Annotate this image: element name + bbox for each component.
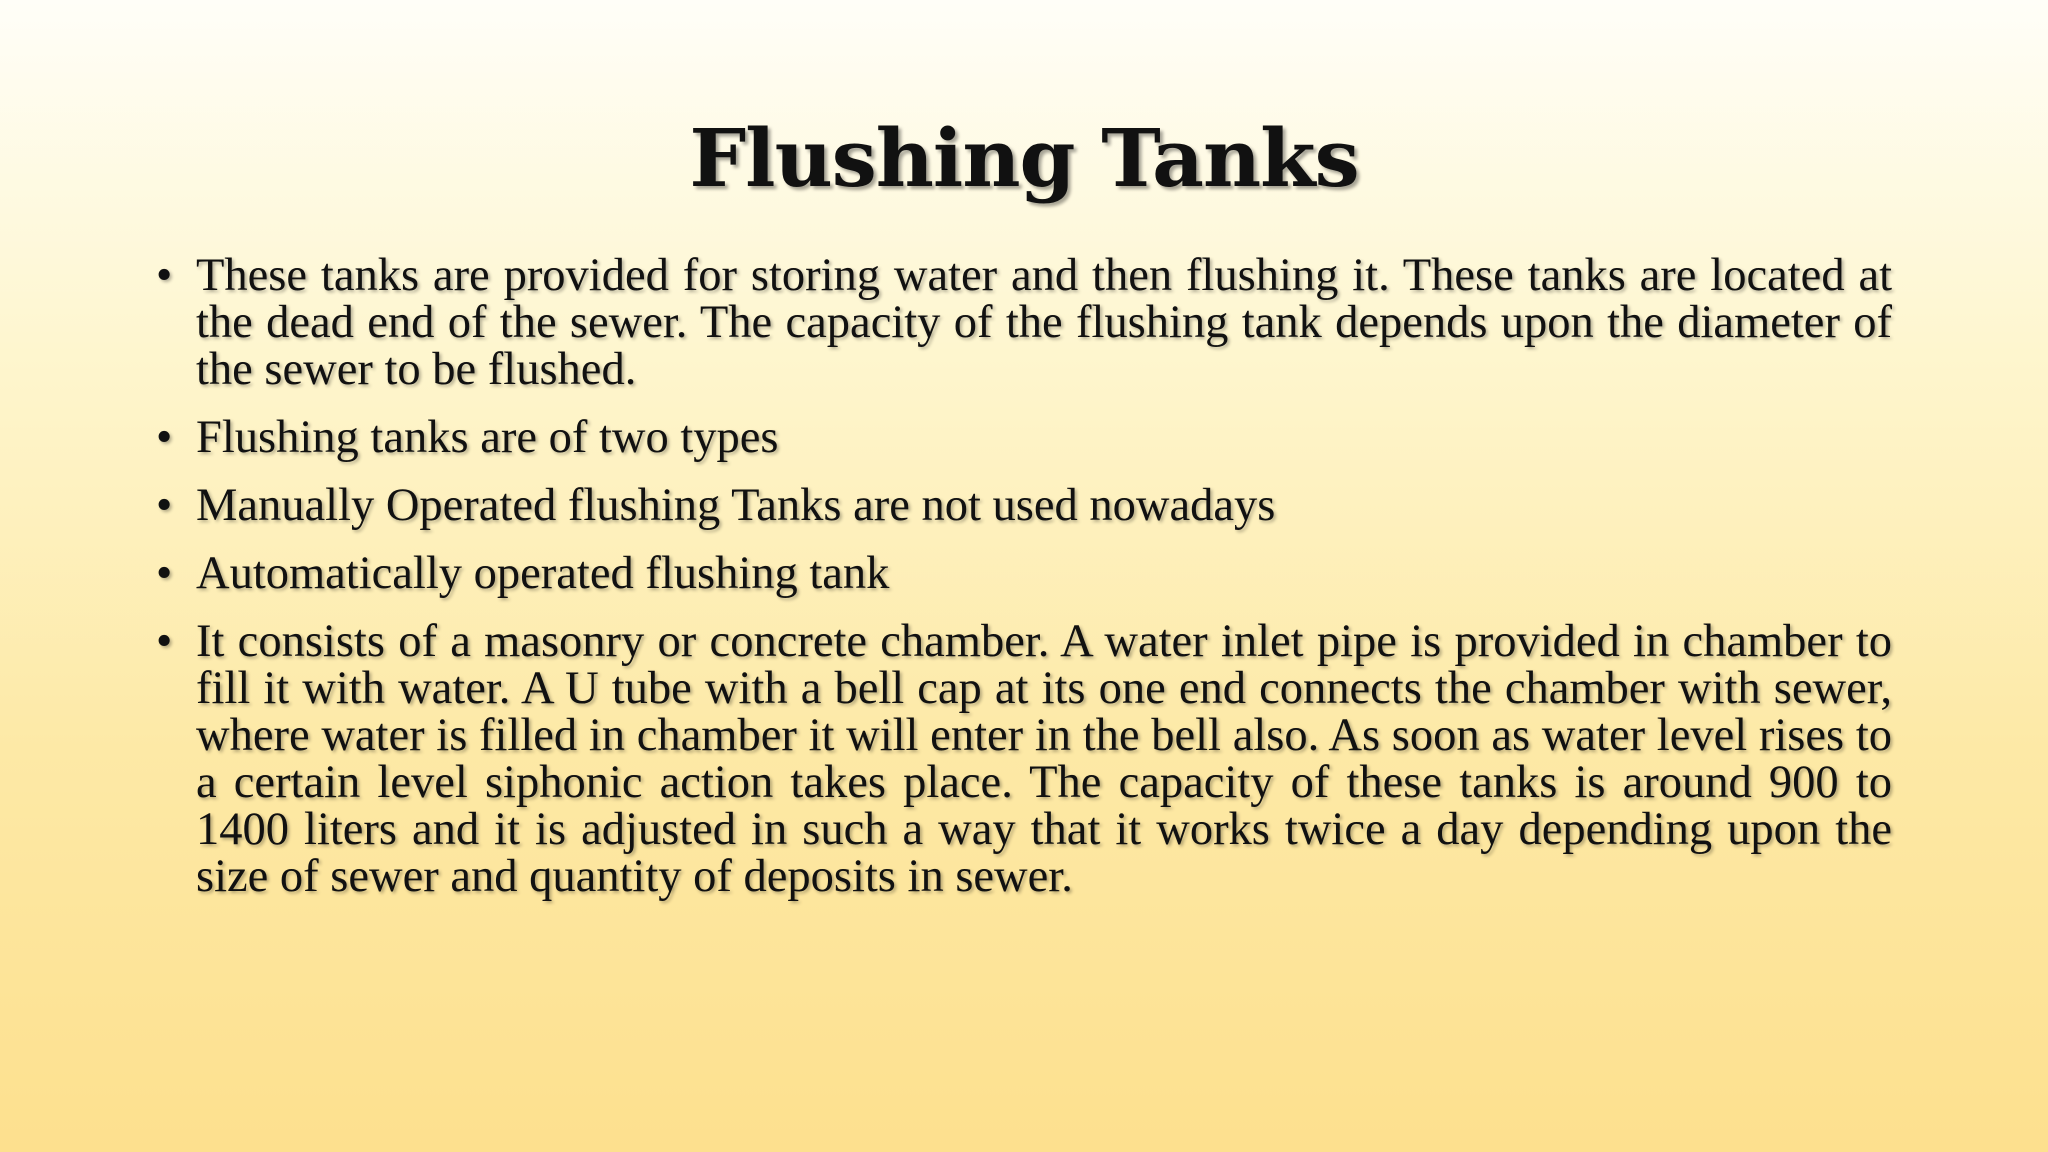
bullet-item-automatic: [152, 550, 1892, 597]
bullet-text: Manually Operated flushing Tanks are not used nowadays: [196, 480, 1276, 531]
bullet-text: Automatically operated flushing tank: [196, 548, 890, 599]
bullet-dot-icon: •: [156, 412, 173, 463]
bullet-item-types: [152, 414, 1892, 461]
slide-title: Flushing Tanks: [689, 111, 1359, 205]
bullet-dot-icon: •: [156, 616, 173, 667]
bullet-dot-icon: •: [156, 250, 173, 301]
bullet-dot-icon: •: [156, 548, 173, 599]
bullet-dot-icon: •: [156, 480, 173, 531]
bullet-item-manual: [152, 482, 1892, 529]
bullet-text: Flushing tanks are of two types: [196, 412, 779, 463]
bullet-item-storage: [152, 252, 1892, 393]
bullet-list: [152, 252, 1892, 921]
bullet-item-description: [152, 618, 1892, 900]
bullet-text: These tanks are provided for storing water and then flushing it. These tanks are located at the dead end of the sewer. The capacity of the flushing tank depends upon the diameter of the sewer to be flushed.: [196, 250, 1892, 395]
bullet-text: It consists of a masonry or concrete chamber. A water inlet pipe is provided in chamber to fill it with water. A U tube with a bell cap at its one end connects the chamber with sewer, where water is filled in chamber it will enter in the bell also. As soon as water level rises to a certain level siphonic action takes place. The capacity of these tanks is around 900 to 1400 liters and it is adjusted in such a way that it works twice a day depending upon the size of sewer and quantity of deposits in sewer.: [196, 616, 1892, 902]
